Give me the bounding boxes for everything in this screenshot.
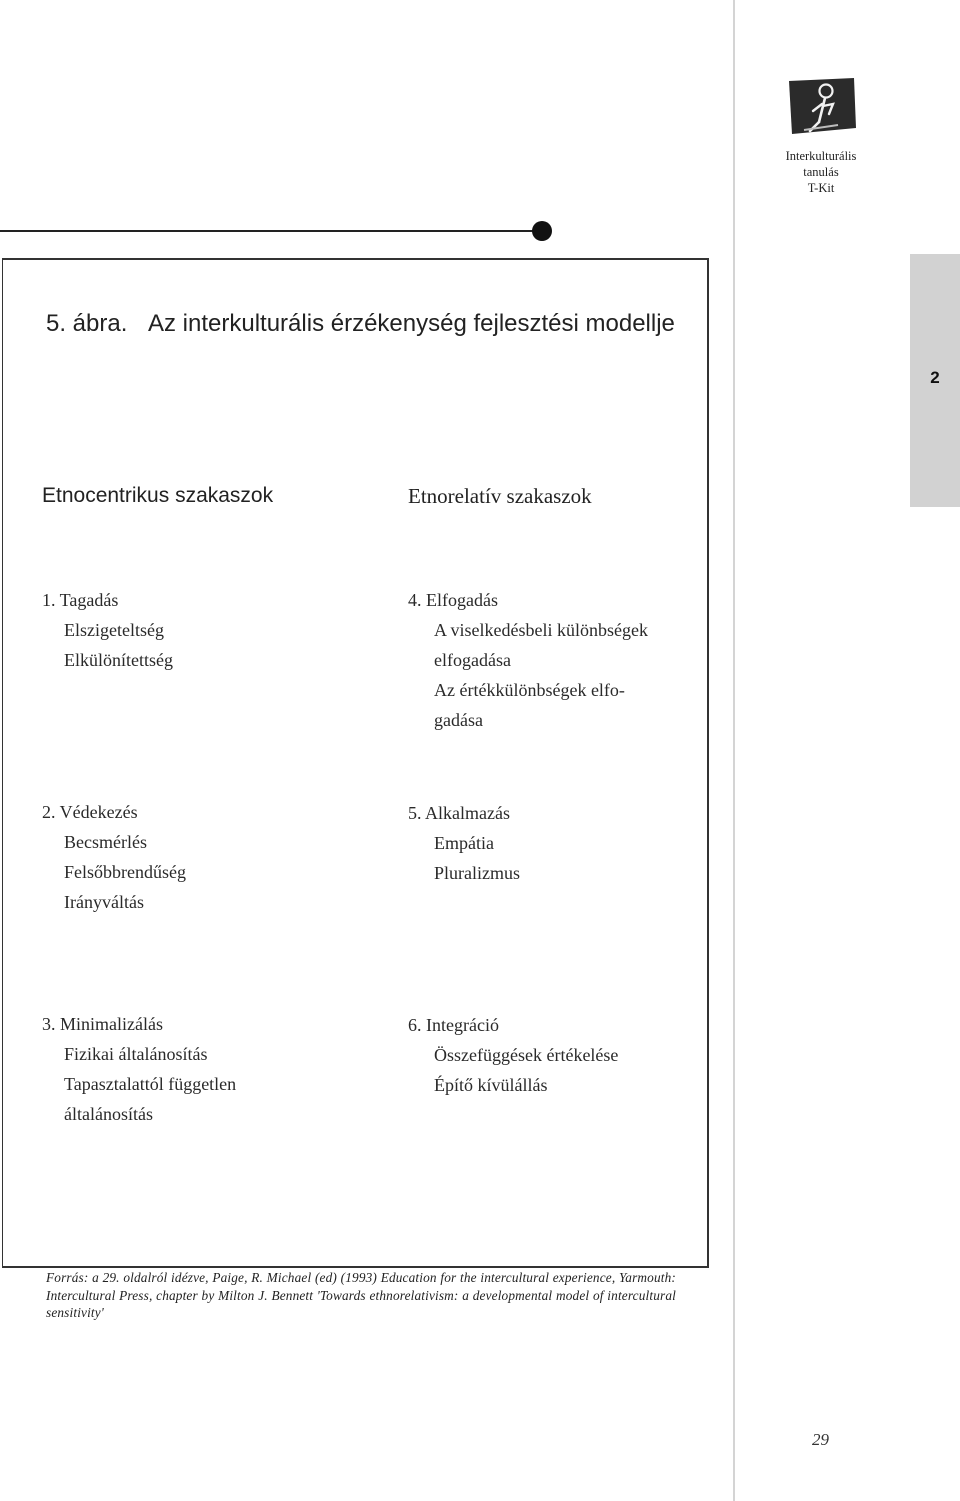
rule-end-dot (532, 221, 552, 241)
stage-item: Fizikai általánosítás (64, 1044, 208, 1064)
stage-title: 1. Tagadás (42, 590, 119, 610)
series-line: T-Kit (807, 181, 835, 195)
stage-item: Építő kívülállás (434, 1075, 548, 1095)
stage-item: Becsmérlés (64, 832, 147, 852)
stage-item: Elszigeteltség (64, 620, 164, 640)
stage-item: Pluralizmus (434, 863, 520, 883)
figure-caption: Az interkulturális érzékenység fejlesztési modellje (148, 310, 675, 337)
page-number: 29 (812, 1430, 829, 1449)
stage-minimization (42, 1009, 342, 1129)
stage-item: Felsőbbrendűség (64, 862, 186, 882)
stage-item: Irányváltás (64, 892, 144, 912)
margin-divider (733, 0, 735, 1501)
stage-denial (42, 585, 342, 675)
series-line: Interkulturális (785, 149, 857, 163)
stage-item: Elkülönítettség (64, 650, 173, 670)
stage-item: Tapasztalattól független (64, 1074, 237, 1094)
chapter-number: 2 (930, 368, 940, 387)
stage-item: általánosítás (64, 1104, 153, 1124)
stage-title: 4. Elfogadás (408, 590, 498, 610)
stage-item: Az értékkülönbségek elfo- (434, 680, 625, 700)
header-rule (0, 230, 534, 232)
heading-ethnorelative: Etnorelatív szakaszok (408, 484, 592, 508)
person-flag-logo-icon (786, 78, 858, 136)
stage-title: 2. Védekezés (42, 802, 138, 822)
stage-adaptation (408, 798, 708, 888)
stage-item: A viselkedésbeli különbségek (434, 620, 648, 640)
stage-title: 5. Alkalmazás (408, 803, 510, 823)
stage-integration (408, 1010, 708, 1100)
stage-item: elfogadása (434, 650, 511, 670)
stage-item: gadása (434, 710, 483, 730)
heading-ethnocentric: Etnocentrikus szakaszok (42, 484, 274, 507)
stage-title: 6. Integráció (408, 1015, 499, 1035)
figure-title (46, 306, 706, 342)
figure-number: 5. ábra. (46, 310, 128, 337)
series-label (762, 148, 880, 196)
series-line: tanulás (803, 165, 839, 179)
source-citation: Forrás: a 29. oldalról idézve, Paige, R. Michael (ed) (1993) Education for the intercultural experience, Yarmouth: Intercultural Press, chapter by Milton J. Bennett 'Towards ethnorelativism: a developmental model of intercultural sensitivity' (46, 1270, 676, 1320)
stage-item: Empátia (434, 833, 494, 853)
stage-item: Összefüggések értékelése (434, 1045, 619, 1065)
chapter-tab (910, 254, 960, 507)
stage-acceptance (408, 585, 708, 735)
stage-defense (42, 797, 342, 917)
stage-title: 3. Minimalizálás (42, 1014, 163, 1034)
